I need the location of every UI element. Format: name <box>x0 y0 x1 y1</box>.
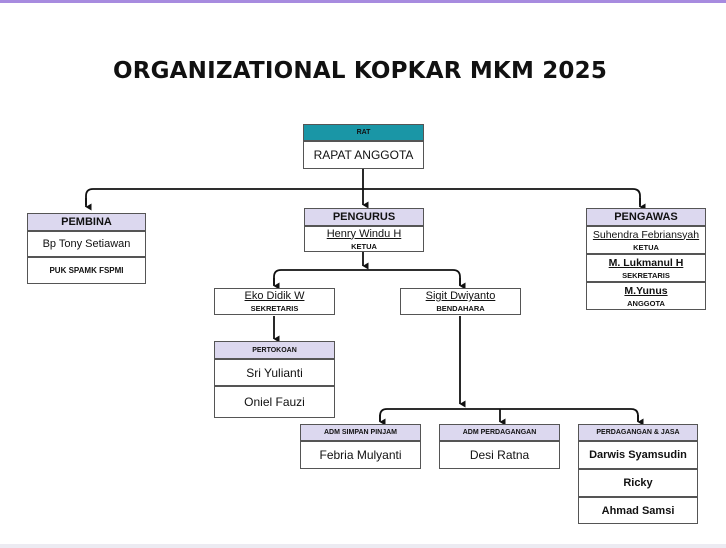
pembina-header: PEMBINA <box>27 213 146 231</box>
pengurus-ketua-role: KETUA <box>351 241 377 251</box>
pengawas-member-1-role: KETUA <box>633 242 659 252</box>
pengawas-member-3-role: ANGGOTA <box>627 298 665 308</box>
pertokoan-member-1: Sri Yulianti <box>214 359 335 386</box>
bendahara-role: BENDAHARA <box>436 304 485 313</box>
pengawas-member-3 <box>586 282 706 310</box>
pengawas-member-2-name: M. Lukmanul H <box>608 256 684 269</box>
perdagangan-jasa-member-3: Ahmad Samsi <box>578 497 698 524</box>
pengawas-member-1-name: Suhendra Febriansyah <box>592 228 700 241</box>
bendahara-name: Sigit Dwiyanto <box>425 290 496 302</box>
perdagangan-jasa-header: PERDAGANGAN & JASA <box>578 424 698 441</box>
adm-simpan-pinjam-member-1: Febria Mulyanti <box>300 441 421 469</box>
pertokoan-header: PERTOKOAN <box>214 341 335 359</box>
adm-perdagangan-member-1: Desi Ratna <box>439 441 560 469</box>
pembina-member-2 <box>27 257 146 284</box>
perdagangan-jasa-member-2: Ricky <box>578 469 698 497</box>
pengawas-member-2 <box>586 254 706 282</box>
rat-name: RAPAT ANGGOTA <box>303 141 424 169</box>
bendahara-box <box>400 288 521 315</box>
pengawas-header: PENGAWAS <box>586 208 706 226</box>
connector-level3-horizontal <box>380 409 638 421</box>
adm-perdagangan-header: ADM PERDAGANGAN <box>439 424 560 441</box>
sekretaris-role: SEKRETARIS <box>250 304 299 313</box>
connector-level2-horizontal <box>274 270 460 285</box>
sekretaris-box <box>214 288 335 315</box>
pengurus-header: PENGURUS <box>304 208 424 226</box>
pengawas-member-1 <box>586 226 706 254</box>
pembina-member-1: Bp Tony Setiawan <box>27 231 146 257</box>
pengurus-ketua <box>304 226 424 252</box>
rat-header: RAT <box>303 124 424 141</box>
pengurus-ketua-name: Henry Windu H <box>326 227 402 240</box>
pengawas-member-2-role: SEKRETARIS <box>622 270 670 280</box>
pertokoan-member-2: Oniel Fauzi <box>214 386 335 418</box>
pembina-member-2-text: PUK SPAMK FSPMI <box>49 266 124 275</box>
pengawas-member-3-name: M.Yunus <box>624 284 668 297</box>
adm-simpan-pinjam-header: ADM SIMPAN PINJAM <box>300 424 421 441</box>
perdagangan-jasa-member-1: Darwis Syamsudin <box>578 441 698 469</box>
chart-title: ORGANIZATIONAL KOPKAR MKM 2025 <box>112 58 608 84</box>
sekretaris-name: Eko Didik W <box>244 290 305 302</box>
